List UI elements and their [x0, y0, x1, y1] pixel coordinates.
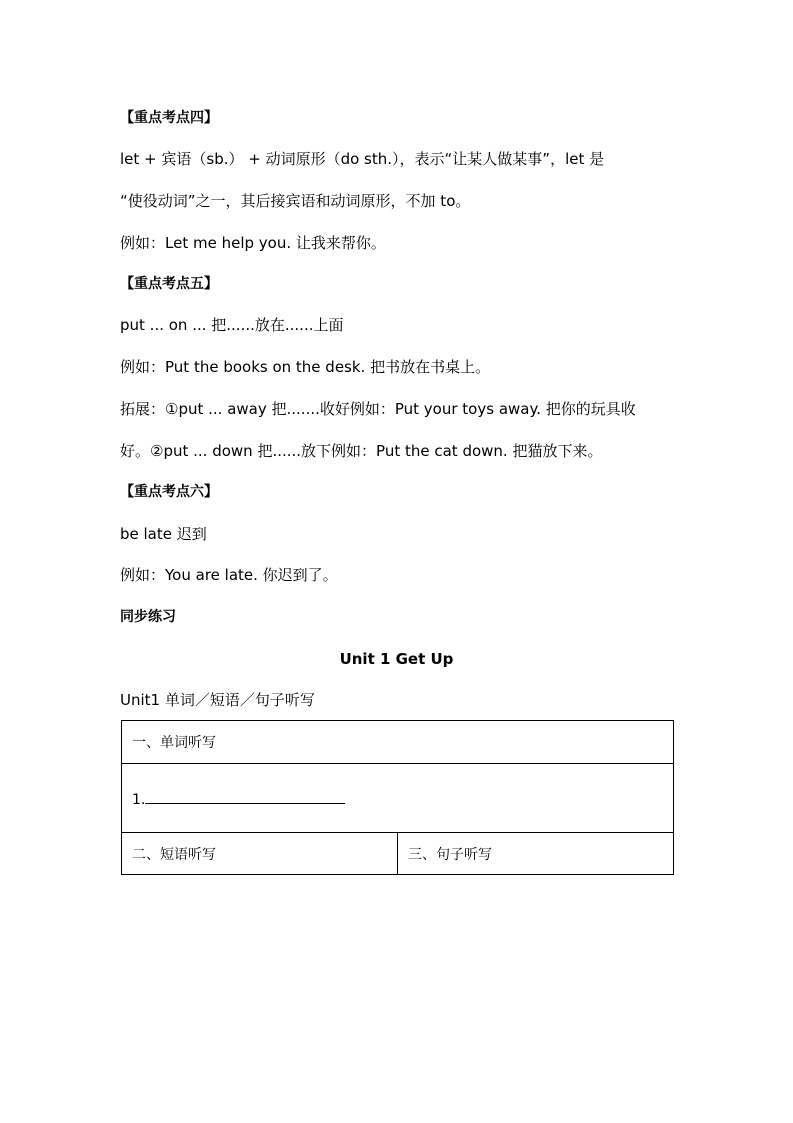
practice-label: 同步练习: [120, 609, 176, 625]
section5-example: 例如：Put the books on the desk. 把书放在书桌上。: [120, 358, 491, 376]
word-dictation-header: 一、单词听写: [122, 721, 674, 764]
section5-extend-line2: 好。②put ... down 把......放下例如：Put the cat down. 把猫放下来。: [120, 442, 603, 460]
section4-example: 例如：Let me help you. 让我来帮你。: [120, 234, 386, 252]
section4-heading: 【重点考点四】: [120, 110, 218, 126]
answer-blank[interactable]: [145, 789, 345, 804]
section4-text-line1: let + 宾语（sb.） + 动词原形（do sth.），表示“让某人做某事”，let 是: [120, 150, 605, 168]
section5-phrase: put ... on ... 把......放在......上面: [120, 316, 344, 334]
section6-heading: 【重点考点六】: [120, 484, 218, 500]
section5-heading: 【重点考点五】: [120, 276, 218, 292]
dictation-table: [121, 720, 674, 875]
section4-text-line2: “使役动词”之一，其后接宾语和动词原形，不加 to。: [120, 192, 471, 210]
unit-title: Unit 1 Get Up: [339, 650, 454, 668]
word-dictation-item: [122, 764, 674, 833]
phrase-dictation-header: 二、短语听写: [122, 833, 398, 875]
section5-extend-line1: 拓展：①put ... away 把.......收好例如：Put your toys away. 把你的玩具收: [120, 400, 636, 418]
item-number: 1.: [132, 791, 146, 808]
sentence-dictation-header: 三、句子听写: [398, 833, 674, 875]
section6-example: 例如：You are late. 你迟到了。: [120, 566, 338, 584]
dictation-subtitle: Unit1 单词／短语／句子听写: [120, 691, 315, 709]
section6-phrase: be late 迟到: [120, 525, 207, 543]
